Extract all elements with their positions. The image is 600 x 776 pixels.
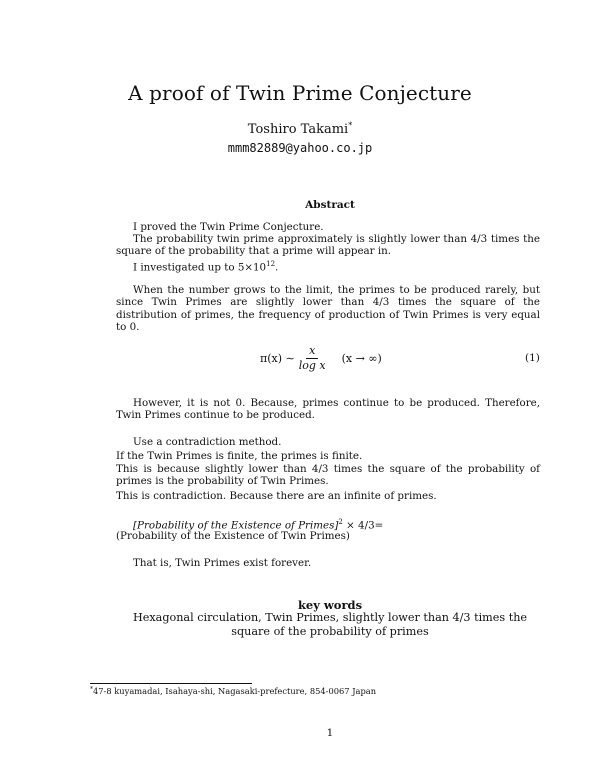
formula-italic: [Probability of the Existence of Primes]: [133, 519, 339, 532]
equation-condition: (x → ∞): [341, 351, 382, 365]
author-email: mmm82889@yahoo.co.jp: [227, 141, 373, 155]
keywords-text: Hexagonal circulation, Twin Primes, slightly lower than 4/3 times the square of the probability of primes: [132, 611, 528, 638]
author-line: [0, 121, 600, 137]
footnote-rule: [90, 683, 252, 684]
formula-line-2: (Probability of the Existence of Twin Primes): [116, 530, 350, 542]
abstract-heading: Abstract: [305, 199, 355, 211]
body-paragraph-3-line-3: This is because slightly lower than 4/3 times the square of the probability of primes is the probability of Twin Primes.: [116, 463, 540, 488]
equation-1: [260, 340, 382, 376]
equation-number: (1): [525, 352, 540, 364]
body-paragraph-2: However, it is not 0. Because, primes continue to be produced. Therefore, Twin Primes continue to be produced.: [116, 397, 540, 422]
abstract-line-2: The probability twin prime approximately is slightly lower than 4/3 times the square of the probability that a prime will appear in.: [116, 233, 540, 258]
author-name: Toshiro Takami: [247, 122, 349, 137]
conclusion-text: That is, Twin Primes exist forever.: [133, 557, 312, 569]
page-number: 1: [326, 727, 334, 739]
formula-tail: × 4/3=: [342, 519, 384, 532]
author-footnote-mark: *: [348, 121, 353, 130]
body-paragraph-3-line-1: Use a contradiction method.: [133, 436, 282, 448]
abstract-line-1: I proved the Twin Prime Conjecture.: [133, 221, 324, 233]
abstract-line-3-exponent: 12: [266, 260, 276, 268]
body-paragraph-1: When the number grows to the limit, the primes to be produced rarely, but since Twin Primes are slightly lower than 4/3 times the square of the distribution of primes, the frequency of production of Twin Primes is very equal to 0.: [116, 284, 540, 334]
body-paragraph-3-line-2: If the Twin Primes is finite, the primes is finite.: [116, 450, 363, 462]
footnote-mark: *: [90, 686, 93, 693]
abstract-line-3: [133, 258, 278, 274]
footnote-text: 47-8 kuyamadai, Isahaya-shi, Nagasaki-prefecture, 854-0067 Japan: [93, 686, 377, 696]
body-paragraph-3-line-4: This is contradiction. Because there are an infinite of primes.: [116, 490, 437, 502]
abstract-line-3-prefix: I investigated up to 5×10: [133, 261, 267, 274]
paper-title: A proof of Twin Prime Conjecture: [128, 81, 472, 105]
equation-numerator: x: [306, 345, 318, 359]
equation-denominator: log x: [298, 358, 326, 372]
footnote: [90, 686, 376, 696]
abstract-line-3-suffix: .: [275, 261, 279, 274]
equation-lhs: π(x) ∼: [260, 351, 295, 365]
equation-fraction: [299, 345, 326, 372]
keywords-heading: key words: [297, 598, 363, 612]
formula-exponent: 2: [338, 518, 343, 526]
